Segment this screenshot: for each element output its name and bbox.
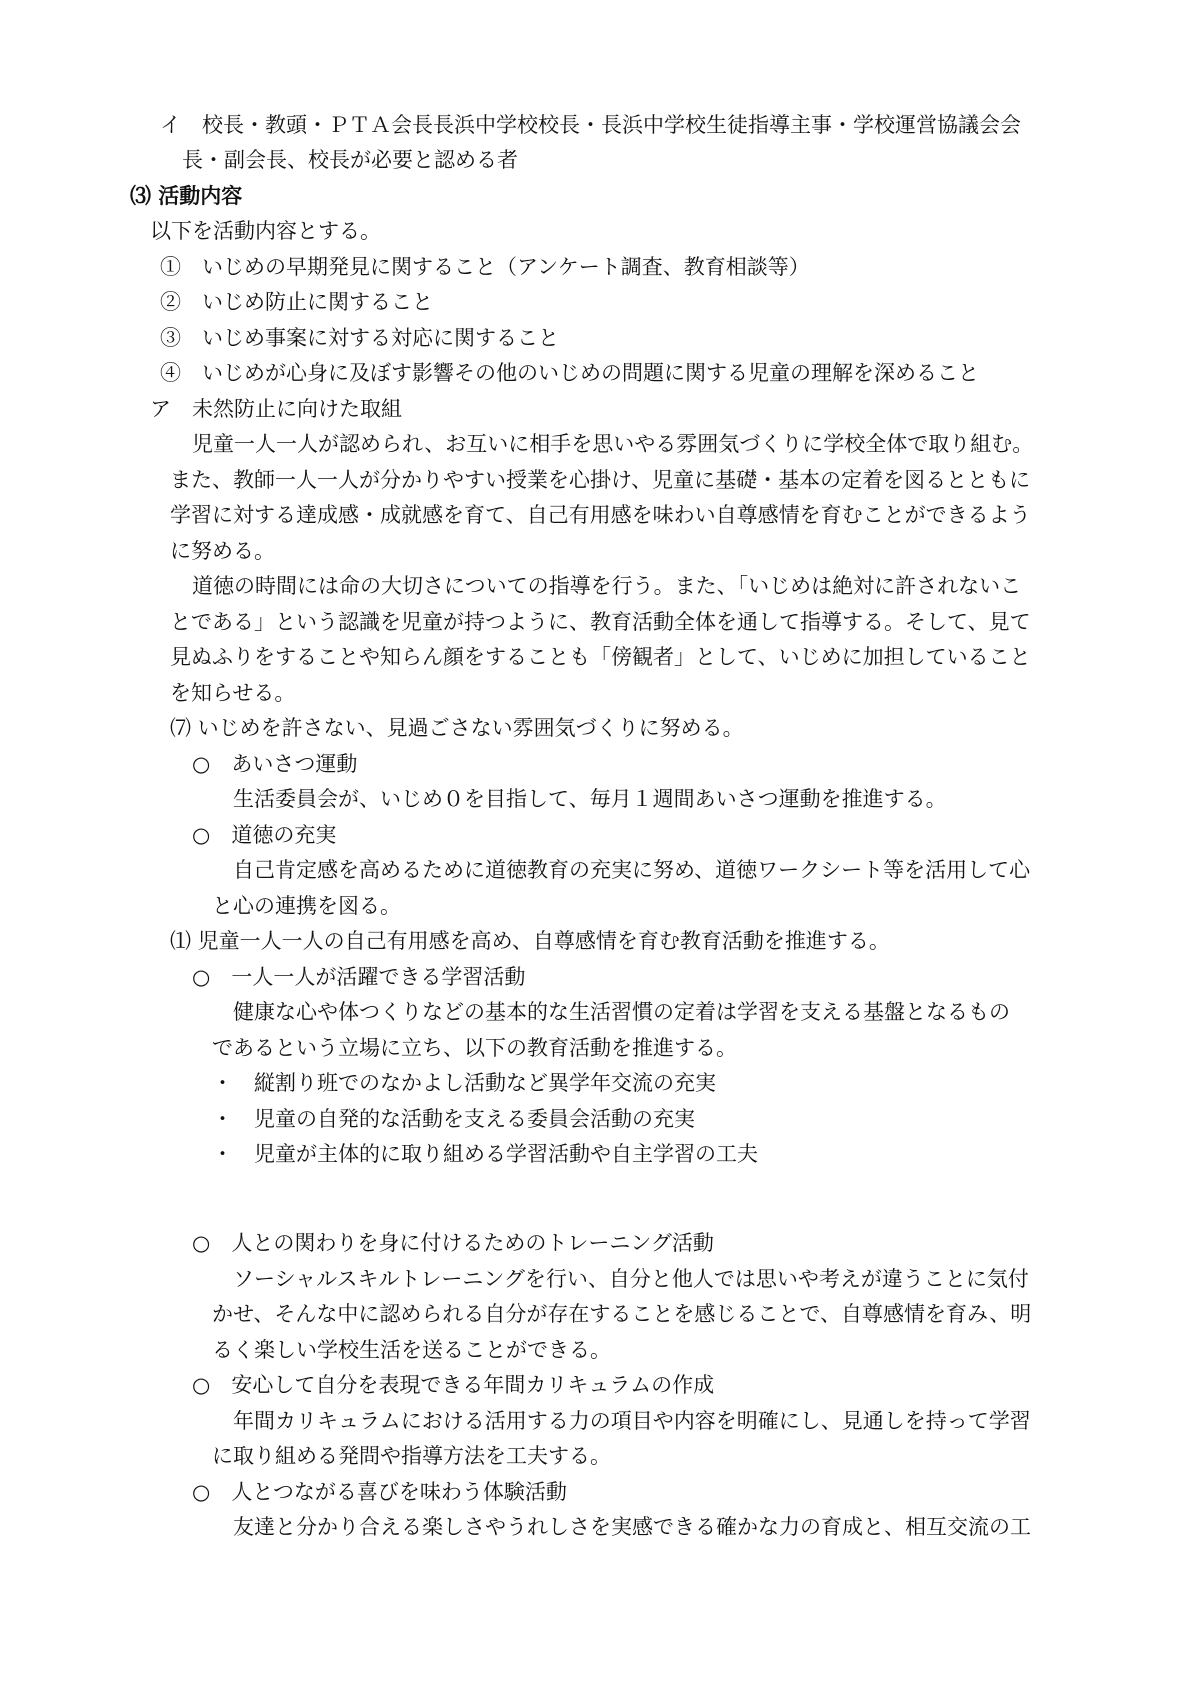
bullet-item: ・ 児童の自発的な活動を支える委員会活動の充実 xyxy=(212,1107,695,1131)
paragraph-line: 友達と分かり合える楽しさやうれしさを実感できる確かな力の育成と、相互交流の工 xyxy=(233,1515,1031,1539)
paragraph-line: に努める。 xyxy=(170,539,275,563)
list-item: ② いじめ防止に関すること xyxy=(160,290,433,314)
list-item: ③ いじめ事案に対する対応に関すること xyxy=(160,326,559,350)
paragraph-line: るく楽しい学校生活を送ることができる。 xyxy=(212,1338,611,1362)
paragraph-line: かせ、そんな中に認められる自分が存在することを感じることで、自尊感情を育み、明 xyxy=(212,1302,1032,1326)
section-heading: ⑶ 活動内容 xyxy=(130,184,243,208)
paragraph-line: とである」という認識を児童が持つように、教育活動全体を通して指導する。そして、見て xyxy=(170,610,1031,634)
bullet-item: ・ 児童が主体的に取り組める学習活動や自主学習の工夫 xyxy=(212,1142,758,1166)
paragraph-line: 健康な心や体つくりなどの基本的な生活習慣の定着は学習を支える基盤となるもの xyxy=(233,1000,1010,1024)
paragraph-line: 学習に対する達成感・成就感を育て、自己有用感を味わい自尊感情を育むことができるよう xyxy=(170,503,1031,527)
paragraph-line: また、教師一人一人が分かりやすい授業を心掛け、児童に基礎・基本の定着を図るとともに xyxy=(170,468,1031,492)
bullet-heading: ○ 道徳の充実 xyxy=(192,823,337,847)
paragraph-line: 生活委員会が、いじめ０を目指して、毎月１週間あいさつ運動を推進する。 xyxy=(233,787,947,811)
paragraph-line: と心の連携を図る。 xyxy=(212,894,401,918)
bullet-heading: ○ 人とつながる喜びを味わう体験活動 xyxy=(192,1480,567,1504)
text-line: 以下を活動内容とする。 xyxy=(150,219,381,243)
paragraph-line: 自己肯定感を高めるために道徳教育の充実に努め、道徳ワークシート等を活用して心 xyxy=(233,858,1031,882)
paragraph-line: 児童一人一人が認められ、お互いに相手を思いやる雰囲気づくりに学校全体で取り組む。 xyxy=(192,432,1034,456)
bullet-heading: ○ あいさつ運動 xyxy=(192,752,358,776)
paragraph-line: を知らせる。 xyxy=(170,681,296,705)
bullet-heading: ○ 一人一人が活躍できる学習活動 xyxy=(192,965,526,989)
bullet-heading: ○ 人との関わりを身に付けるためのトレーニング活動 xyxy=(192,1231,714,1255)
text-line: 長・副会長、校長が必要と認める者 xyxy=(182,148,518,172)
text-line: イ 校長・教頭・ＰＴＡ会長長浜中学校校長・長浜中学校生徒指導主事・学校運営協議会会 xyxy=(160,113,1021,137)
bullet-item: ・ 縦割り班でのなかよし活動など異学年交流の充実 xyxy=(212,1071,716,1095)
item-heading: ⑴ 児童一人一人の自己有用感を高め、自尊感情を育む教育活動を推進する。 xyxy=(170,929,890,953)
paragraph-line: ソーシャルスキルトレーニングを行い、自分と他人では思いや考えが違うことに気付 xyxy=(233,1267,1029,1291)
list-item: ④ いじめが心身に及ぼす影響その他のいじめの問題に関する児童の理解を深めること xyxy=(160,361,979,385)
paragraph-line: であるという立場に立ち、以下の教育活動を推進する。 xyxy=(212,1036,737,1060)
paragraph-line: 年間カリキュラムにおける活用する力の項目や内容を明確にし、見通しを持って学習 xyxy=(233,1409,1031,1433)
bullet-heading: ○ 安心して自分を表現できる年間カリキュラムの作成 xyxy=(192,1373,715,1397)
item-heading: ⑺ いじめを許さない、見過ごさない雰囲気づくりに努める。 xyxy=(170,716,744,740)
paragraph-line: に取り組める発問や指導方法を工夫する。 xyxy=(212,1444,611,1468)
subsection-heading: ア 未然防止に向けた取組 xyxy=(150,397,402,421)
paragraph-line: 見ぬふりをすることや知らん顔をすることも「傍観者」として、いじめに加担していること xyxy=(170,645,1031,669)
list-item: ① いじめの早期発見に関すること（アンケート調査、教育相談等） xyxy=(160,255,810,279)
paragraph-line: 道徳の時間には命の大切さについての指導を行う。また、「いじめは絶対に許されないこ xyxy=(192,574,1022,598)
